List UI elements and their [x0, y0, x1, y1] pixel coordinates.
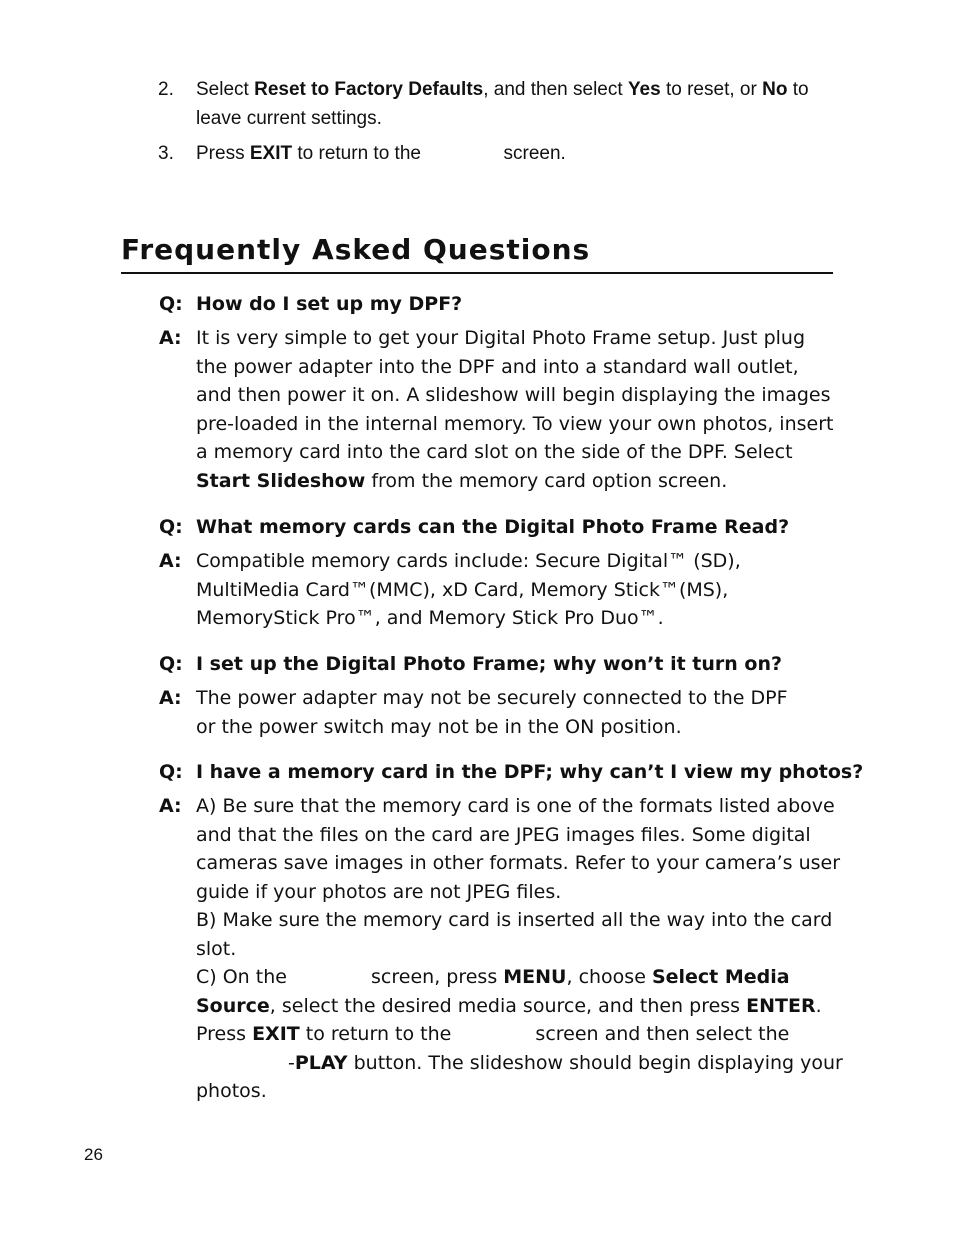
- answer-label: A:: [159, 327, 182, 349]
- question-text: How do I set up my DPF?: [196, 293, 463, 315]
- faq-question-2: [159, 513, 869, 542]
- faq-question-1: [159, 290, 869, 319]
- faq-answer-1: [159, 324, 869, 495]
- answer-text: [196, 792, 866, 1106]
- reset-defaults-term: Reset to Factory Defaults: [254, 79, 484, 100]
- question-label: Q:: [159, 761, 183, 783]
- faq-question-3: [159, 650, 869, 679]
- question-label: Q:: [159, 516, 183, 538]
- answer-label: A:: [159, 550, 182, 572]
- answer-part-b: B) Make sure the memory card is inserted all the way into the card slot.: [196, 909, 833, 960]
- menu-term: MENU: [503, 966, 567, 988]
- step-text: Select Reset to Factory Defaults, and then select Yes to reset, or No to leave current settings.: [196, 79, 809, 129]
- exit-term: EXIT: [252, 1023, 300, 1045]
- faq-answer-2: [159, 547, 869, 633]
- start-slideshow-term: Start Slideshow: [196, 469, 366, 492]
- answer-part-a: A) Be sure that the memory card is one of the formats listed above and that the files on the card are JPEG images files. Some digital cameras save images in other formats. Refer to your camera’s user guide if your photos are not JPEG files.: [196, 795, 841, 903]
- answer-part-c: C) On the screen, press MENU, choose Select Media Source, select the desired media source, and then press ENTER. Press EXIT to return to the screen and then select the -PLAY button. The slideshow should begin displaying your photos.: [196, 966, 843, 1102]
- page-number: 26: [84, 1145, 103, 1164]
- question-label: Q:: [159, 293, 183, 315]
- play-term: PLAY: [294, 1051, 348, 1074]
- answer-label: A:: [159, 795, 182, 817]
- select-media-source-term: Select Media Source: [196, 966, 790, 1017]
- faq-answer-4: [159, 792, 869, 1106]
- answer-text: It is very simple to get your Digital Photo Frame setup. Just plug the power adapter into the DPF and into a standard wall outlet, and then power it on. A slideshow will begin displaying the images pre-loaded in the internal memory. To view your own photos, insert a memory card into the card slot on the side of the DPF. Select Start Slideshow from the memory card option screen.: [196, 327, 834, 492]
- answer-label: A:: [159, 687, 182, 709]
- step-2: [158, 75, 838, 133]
- faq-heading: Frequently Asked Questions: [121, 232, 833, 274]
- step-3: [158, 139, 838, 168]
- enter-term: ENTER: [746, 994, 816, 1017]
- answer-text: Compatible memory cards include: Secure Digital™ (SD), MultiMedia Card™(MMC), xD Card, Memory Stick™(MS), MemoryStick Pro™, and Memory Stick Pro Duo™.: [196, 550, 741, 629]
- answer-text: The power adapter may not be securely connected to the DPF or the power switch may not be in the ON position.: [196, 687, 788, 738]
- question-text: What memory cards can the Digital Photo Frame Read?: [196, 516, 790, 538]
- question-text: I set up the Digital Photo Frame; why won’t it turn on?: [196, 653, 783, 675]
- step-number: 2.: [158, 79, 174, 100]
- step-number: 3.: [158, 143, 174, 164]
- step-text: Press EXIT to return to the screen.: [196, 143, 566, 164]
- faq-answer-3: [159, 684, 869, 741]
- faq-question-4: [159, 758, 869, 787]
- no-term: No: [762, 79, 788, 100]
- question-label: Q:: [159, 653, 183, 675]
- exit-term: EXIT: [249, 143, 293, 164]
- question-text: I have a memory card in the DPF; why can’t I view my photos?: [196, 761, 864, 783]
- yes-term: Yes: [627, 79, 661, 100]
